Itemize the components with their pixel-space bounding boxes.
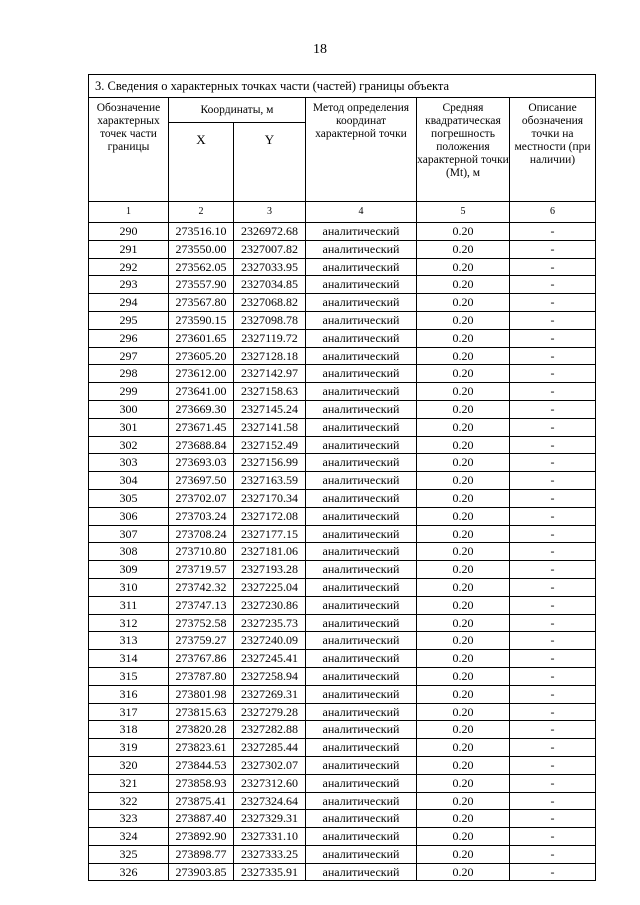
y-coordinate-cell: 2327007.82 bbox=[234, 240, 306, 258]
x-coordinate-cell: 273858.93 bbox=[169, 774, 234, 792]
header-description: Описание обозначения точки на местности (при наличии) bbox=[510, 98, 596, 202]
table-row bbox=[89, 383, 596, 401]
table-row bbox=[89, 792, 596, 810]
table-row bbox=[89, 863, 596, 881]
description-cell: - bbox=[510, 276, 596, 294]
table-row bbox=[89, 347, 596, 365]
method-cell: аналитический bbox=[306, 703, 417, 721]
method-cell: аналитический bbox=[306, 667, 417, 685]
table-row bbox=[89, 223, 596, 241]
description-cell: - bbox=[510, 525, 596, 543]
y-coordinate-cell: 2327245.41 bbox=[234, 650, 306, 668]
point-id-cell: 294 bbox=[89, 294, 169, 312]
y-coordinate-cell: 2327098.78 bbox=[234, 311, 306, 329]
table-row bbox=[89, 454, 596, 472]
accuracy-cell: 0.20 bbox=[417, 258, 510, 276]
point-id-cell: 317 bbox=[89, 703, 169, 721]
method-cell: аналитический bbox=[306, 614, 417, 632]
method-cell: аналитический bbox=[306, 739, 417, 757]
point-id-cell: 309 bbox=[89, 561, 169, 579]
accuracy-cell: 0.20 bbox=[417, 436, 510, 454]
description-cell: - bbox=[510, 792, 596, 810]
description-cell: - bbox=[510, 828, 596, 846]
y-coordinate-cell: 2327335.91 bbox=[234, 863, 306, 881]
method-cell: аналитический bbox=[306, 223, 417, 241]
method-cell: аналитический bbox=[306, 436, 417, 454]
method-cell: аналитический bbox=[306, 507, 417, 525]
x-coordinate-cell: 273697.50 bbox=[169, 472, 234, 490]
point-id-cell: 313 bbox=[89, 632, 169, 650]
description-cell: - bbox=[510, 418, 596, 436]
x-coordinate-cell: 273759.27 bbox=[169, 632, 234, 650]
accuracy-cell: 0.20 bbox=[417, 578, 510, 596]
description-cell: - bbox=[510, 561, 596, 579]
accuracy-cell: 0.20 bbox=[417, 276, 510, 294]
method-cell: аналитический bbox=[306, 756, 417, 774]
point-id-cell: 323 bbox=[89, 810, 169, 828]
y-coordinate-cell: 2327240.09 bbox=[234, 632, 306, 650]
x-coordinate-cell: 273787.80 bbox=[169, 667, 234, 685]
accuracy-cell: 0.20 bbox=[417, 454, 510, 472]
table-row bbox=[89, 721, 596, 739]
table-row bbox=[89, 667, 596, 685]
description-cell: - bbox=[510, 543, 596, 561]
method-cell: аналитический bbox=[306, 240, 417, 258]
point-id-cell: 324 bbox=[89, 828, 169, 846]
point-id-cell: 299 bbox=[89, 383, 169, 401]
x-coordinate-cell: 273875.41 bbox=[169, 792, 234, 810]
method-cell: аналитический bbox=[306, 863, 417, 881]
accuracy-cell: 0.20 bbox=[417, 792, 510, 810]
method-cell: аналитический bbox=[306, 347, 417, 365]
table-row bbox=[89, 650, 596, 668]
point-id-cell: 303 bbox=[89, 454, 169, 472]
point-id-cell: 319 bbox=[89, 739, 169, 757]
point-id-cell: 301 bbox=[89, 418, 169, 436]
y-coordinate-cell: 2327279.28 bbox=[234, 703, 306, 721]
y-coordinate-cell: 2327152.49 bbox=[234, 436, 306, 454]
header-method: Метод определения координат характерной точки bbox=[306, 98, 417, 202]
x-coordinate-cell: 273892.90 bbox=[169, 828, 234, 846]
description-cell: - bbox=[510, 294, 596, 312]
x-coordinate-cell: 273612.00 bbox=[169, 365, 234, 383]
x-coordinate-cell: 273605.20 bbox=[169, 347, 234, 365]
table-row bbox=[89, 329, 596, 347]
point-id-cell: 316 bbox=[89, 685, 169, 703]
point-id-cell: 321 bbox=[89, 774, 169, 792]
x-coordinate-cell: 273844.53 bbox=[169, 756, 234, 774]
point-id-cell: 320 bbox=[89, 756, 169, 774]
x-coordinate-cell: 273562.05 bbox=[169, 258, 234, 276]
accuracy-cell: 0.20 bbox=[417, 543, 510, 561]
x-coordinate-cell: 273887.40 bbox=[169, 810, 234, 828]
table-row bbox=[89, 436, 596, 454]
x-coordinate-cell: 273601.65 bbox=[169, 329, 234, 347]
y-coordinate-cell: 2327285.44 bbox=[234, 739, 306, 757]
y-coordinate-cell: 2327034.85 bbox=[234, 276, 306, 294]
description-cell: - bbox=[510, 774, 596, 792]
accuracy-cell: 0.20 bbox=[417, 863, 510, 881]
accuracy-cell: 0.20 bbox=[417, 223, 510, 241]
description-cell: - bbox=[510, 489, 596, 507]
description-cell: - bbox=[510, 365, 596, 383]
y-coordinate-cell: 2327158.63 bbox=[234, 383, 306, 401]
accuracy-cell: 0.20 bbox=[417, 311, 510, 329]
method-cell: аналитический bbox=[306, 525, 417, 543]
y-coordinate-cell: 2327324.64 bbox=[234, 792, 306, 810]
point-id-cell: 295 bbox=[89, 311, 169, 329]
point-id-cell: 315 bbox=[89, 667, 169, 685]
table-row bbox=[89, 703, 596, 721]
description-cell: - bbox=[510, 703, 596, 721]
accuracy-cell: 0.20 bbox=[417, 561, 510, 579]
accuracy-cell: 0.20 bbox=[417, 845, 510, 863]
description-cell: - bbox=[510, 739, 596, 757]
description-cell: - bbox=[510, 614, 596, 632]
x-coordinate-cell: 273516.10 bbox=[169, 223, 234, 241]
method-cell: аналитический bbox=[306, 472, 417, 490]
point-id-cell: 325 bbox=[89, 845, 169, 863]
method-cell: аналитический bbox=[306, 774, 417, 792]
y-coordinate-cell: 2327235.73 bbox=[234, 614, 306, 632]
table-row bbox=[89, 525, 596, 543]
point-id-cell: 322 bbox=[89, 792, 169, 810]
method-cell: аналитический bbox=[306, 543, 417, 561]
table-row bbox=[89, 561, 596, 579]
method-cell: аналитический bbox=[306, 632, 417, 650]
y-coordinate-cell: 2327156.99 bbox=[234, 454, 306, 472]
accuracy-cell: 0.20 bbox=[417, 596, 510, 614]
method-cell: аналитический bbox=[306, 383, 417, 401]
x-coordinate-cell: 273767.86 bbox=[169, 650, 234, 668]
table-row bbox=[89, 614, 596, 632]
column-number: 2 bbox=[169, 202, 234, 223]
table-row bbox=[89, 810, 596, 828]
header-coordinates: Координаты, м bbox=[169, 98, 306, 123]
point-id-cell: 298 bbox=[89, 365, 169, 383]
method-cell: аналитический bbox=[306, 454, 417, 472]
method-cell: аналитический bbox=[306, 650, 417, 668]
point-id-cell: 304 bbox=[89, 472, 169, 490]
table-header bbox=[89, 75, 596, 223]
column-number: 6 bbox=[510, 202, 596, 223]
method-cell: аналитический bbox=[306, 561, 417, 579]
y-coordinate-cell: 2327331.10 bbox=[234, 828, 306, 846]
table-body bbox=[89, 223, 596, 881]
y-coordinate-cell: 2327177.15 bbox=[234, 525, 306, 543]
description-cell: - bbox=[510, 632, 596, 650]
x-coordinate-cell: 273693.03 bbox=[169, 454, 234, 472]
column-number: 5 bbox=[417, 202, 510, 223]
x-coordinate-cell: 273719.57 bbox=[169, 561, 234, 579]
table-row bbox=[89, 240, 596, 258]
method-cell: аналитический bbox=[306, 845, 417, 863]
accuracy-cell: 0.20 bbox=[417, 383, 510, 401]
x-coordinate-cell: 273820.28 bbox=[169, 721, 234, 739]
x-coordinate-cell: 273823.61 bbox=[169, 739, 234, 757]
accuracy-cell: 0.20 bbox=[417, 739, 510, 757]
y-coordinate-cell: 2327225.04 bbox=[234, 578, 306, 596]
accuracy-cell: 0.20 bbox=[417, 400, 510, 418]
table-row bbox=[89, 418, 596, 436]
description-cell: - bbox=[510, 650, 596, 668]
y-coordinate-cell: 2327145.24 bbox=[234, 400, 306, 418]
method-cell: аналитический bbox=[306, 489, 417, 507]
header-x: X bbox=[169, 123, 234, 202]
point-id-cell: 297 bbox=[89, 347, 169, 365]
x-coordinate-cell: 273590.15 bbox=[169, 311, 234, 329]
method-cell: аналитический bbox=[306, 258, 417, 276]
description-cell: - bbox=[510, 436, 596, 454]
accuracy-cell: 0.20 bbox=[417, 632, 510, 650]
x-coordinate-cell: 273708.24 bbox=[169, 525, 234, 543]
description-cell: - bbox=[510, 721, 596, 739]
table-row bbox=[89, 294, 596, 312]
description-cell: - bbox=[510, 685, 596, 703]
point-id-cell: 306 bbox=[89, 507, 169, 525]
method-cell: аналитический bbox=[306, 294, 417, 312]
accuracy-cell: 0.20 bbox=[417, 721, 510, 739]
table-row bbox=[89, 632, 596, 650]
y-coordinate-cell: 2327163.59 bbox=[234, 472, 306, 490]
accuracy-cell: 0.20 bbox=[417, 489, 510, 507]
description-cell: - bbox=[510, 863, 596, 881]
y-coordinate-cell: 2327258.94 bbox=[234, 667, 306, 685]
accuracy-cell: 0.20 bbox=[417, 347, 510, 365]
point-id-cell: 292 bbox=[89, 258, 169, 276]
y-coordinate-cell: 2327172.08 bbox=[234, 507, 306, 525]
description-cell: - bbox=[510, 258, 596, 276]
method-cell: аналитический bbox=[306, 329, 417, 347]
point-id-cell: 308 bbox=[89, 543, 169, 561]
table-row bbox=[89, 365, 596, 383]
point-id-cell: 293 bbox=[89, 276, 169, 294]
description-cell: - bbox=[510, 472, 596, 490]
table-row bbox=[89, 507, 596, 525]
accuracy-cell: 0.20 bbox=[417, 525, 510, 543]
accuracy-cell: 0.20 bbox=[417, 507, 510, 525]
y-coordinate-cell: 2327282.88 bbox=[234, 721, 306, 739]
x-coordinate-cell: 273815.63 bbox=[169, 703, 234, 721]
point-id-cell: 302 bbox=[89, 436, 169, 454]
table-row bbox=[89, 258, 596, 276]
method-cell: аналитический bbox=[306, 418, 417, 436]
description-cell: - bbox=[510, 329, 596, 347]
y-coordinate-cell: 2327312.60 bbox=[234, 774, 306, 792]
description-cell: - bbox=[510, 400, 596, 418]
point-id-cell: 311 bbox=[89, 596, 169, 614]
table-row bbox=[89, 845, 596, 863]
table-row bbox=[89, 276, 596, 294]
point-id-cell: 290 bbox=[89, 223, 169, 241]
table-row bbox=[89, 543, 596, 561]
description-cell: - bbox=[510, 756, 596, 774]
point-id-cell: 291 bbox=[89, 240, 169, 258]
x-coordinate-cell: 273710.80 bbox=[169, 543, 234, 561]
point-id-cell: 310 bbox=[89, 578, 169, 596]
x-coordinate-cell: 273903.85 bbox=[169, 863, 234, 881]
y-coordinate-cell: 2327329.31 bbox=[234, 810, 306, 828]
x-coordinate-cell: 273747.13 bbox=[169, 596, 234, 614]
x-coordinate-cell: 273702.07 bbox=[169, 489, 234, 507]
table-row bbox=[89, 311, 596, 329]
x-coordinate-cell: 273567.80 bbox=[169, 294, 234, 312]
accuracy-cell: 0.20 bbox=[417, 614, 510, 632]
header-y: Y bbox=[234, 123, 306, 202]
description-cell: - bbox=[510, 667, 596, 685]
method-cell: аналитический bbox=[306, 365, 417, 383]
point-id-cell: 307 bbox=[89, 525, 169, 543]
y-coordinate-cell: 2327333.25 bbox=[234, 845, 306, 863]
table-row bbox=[89, 739, 596, 757]
column-number: 4 bbox=[306, 202, 417, 223]
point-id-cell: 314 bbox=[89, 650, 169, 668]
accuracy-cell: 0.20 bbox=[417, 329, 510, 347]
point-id-cell: 300 bbox=[89, 400, 169, 418]
y-coordinate-cell: 2327119.72 bbox=[234, 329, 306, 347]
accuracy-cell: 0.20 bbox=[417, 418, 510, 436]
y-coordinate-cell: 2327230.86 bbox=[234, 596, 306, 614]
method-cell: аналитический bbox=[306, 276, 417, 294]
table-row bbox=[89, 774, 596, 792]
x-coordinate-cell: 273898.77 bbox=[169, 845, 234, 863]
column-number: 1 bbox=[89, 202, 169, 223]
point-id-cell: 296 bbox=[89, 329, 169, 347]
description-cell: - bbox=[510, 223, 596, 241]
point-id-cell: 312 bbox=[89, 614, 169, 632]
method-cell: аналитический bbox=[306, 810, 417, 828]
accuracy-cell: 0.20 bbox=[417, 650, 510, 668]
description-cell: - bbox=[510, 347, 596, 365]
y-coordinate-cell: 2327068.82 bbox=[234, 294, 306, 312]
point-id-cell: 318 bbox=[89, 721, 169, 739]
page-number: 18 bbox=[313, 42, 327, 57]
point-id-cell: 326 bbox=[89, 863, 169, 881]
column-number-row bbox=[89, 202, 596, 223]
y-coordinate-cell: 2327033.95 bbox=[234, 258, 306, 276]
y-coordinate-cell: 2327128.18 bbox=[234, 347, 306, 365]
x-coordinate-cell: 273550.00 bbox=[169, 240, 234, 258]
method-cell: аналитический bbox=[306, 578, 417, 596]
description-cell: - bbox=[510, 454, 596, 472]
accuracy-cell: 0.20 bbox=[417, 365, 510, 383]
point-id-cell: 305 bbox=[89, 489, 169, 507]
x-coordinate-cell: 273641.00 bbox=[169, 383, 234, 401]
y-coordinate-cell: 2327269.31 bbox=[234, 685, 306, 703]
y-coordinate-cell: 2327170.34 bbox=[234, 489, 306, 507]
method-cell: аналитический bbox=[306, 792, 417, 810]
method-cell: аналитический bbox=[306, 596, 417, 614]
section-title: 3. Сведения о характерных точках части (частей) границы объекта bbox=[89, 75, 596, 98]
description-cell: - bbox=[510, 810, 596, 828]
column-number: 3 bbox=[234, 202, 306, 223]
y-coordinate-cell: 2326972.68 bbox=[234, 223, 306, 241]
table-row bbox=[89, 685, 596, 703]
y-coordinate-cell: 2327142.97 bbox=[234, 365, 306, 383]
y-coordinate-cell: 2327193.28 bbox=[234, 561, 306, 579]
description-cell: - bbox=[510, 507, 596, 525]
table-row bbox=[89, 578, 596, 596]
accuracy-cell: 0.20 bbox=[417, 828, 510, 846]
description-cell: - bbox=[510, 596, 596, 614]
accuracy-cell: 0.20 bbox=[417, 774, 510, 792]
method-cell: аналитический bbox=[306, 828, 417, 846]
method-cell: аналитический bbox=[306, 400, 417, 418]
accuracy-cell: 0.20 bbox=[417, 240, 510, 258]
method-cell: аналитический bbox=[306, 721, 417, 739]
description-cell: - bbox=[510, 578, 596, 596]
accuracy-cell: 0.20 bbox=[417, 667, 510, 685]
x-coordinate-cell: 273742.32 bbox=[169, 578, 234, 596]
table-row bbox=[89, 756, 596, 774]
table-row bbox=[89, 489, 596, 507]
header-point-id: Обозначение характерных точек части границы bbox=[89, 98, 169, 202]
x-coordinate-cell: 273671.45 bbox=[169, 418, 234, 436]
description-cell: - bbox=[510, 383, 596, 401]
description-cell: - bbox=[510, 311, 596, 329]
x-coordinate-cell: 273557.90 bbox=[169, 276, 234, 294]
x-coordinate-cell: 273703.24 bbox=[169, 507, 234, 525]
table-row bbox=[89, 472, 596, 490]
accuracy-cell: 0.20 bbox=[417, 810, 510, 828]
method-cell: аналитический bbox=[306, 685, 417, 703]
table-row bbox=[89, 596, 596, 614]
description-cell: - bbox=[510, 845, 596, 863]
table-row bbox=[89, 400, 596, 418]
x-coordinate-cell: 273669.30 bbox=[169, 400, 234, 418]
table-row bbox=[89, 828, 596, 846]
boundary-points-table bbox=[88, 74, 596, 881]
accuracy-cell: 0.20 bbox=[417, 472, 510, 490]
description-cell: - bbox=[510, 240, 596, 258]
y-coordinate-cell: 2327181.06 bbox=[234, 543, 306, 561]
y-coordinate-cell: 2327302.07 bbox=[234, 756, 306, 774]
accuracy-cell: 0.20 bbox=[417, 294, 510, 312]
x-coordinate-cell: 273801.98 bbox=[169, 685, 234, 703]
y-coordinate-cell: 2327141.58 bbox=[234, 418, 306, 436]
accuracy-cell: 0.20 bbox=[417, 685, 510, 703]
x-coordinate-cell: 273752.58 bbox=[169, 614, 234, 632]
method-cell: аналитический bbox=[306, 311, 417, 329]
x-coordinate-cell: 273688.84 bbox=[169, 436, 234, 454]
accuracy-cell: 0.20 bbox=[417, 703, 510, 721]
accuracy-cell: 0.20 bbox=[417, 756, 510, 774]
header-accuracy: Средняя квадратическая погрешность положения характерной точки (Mt), м bbox=[417, 98, 510, 202]
